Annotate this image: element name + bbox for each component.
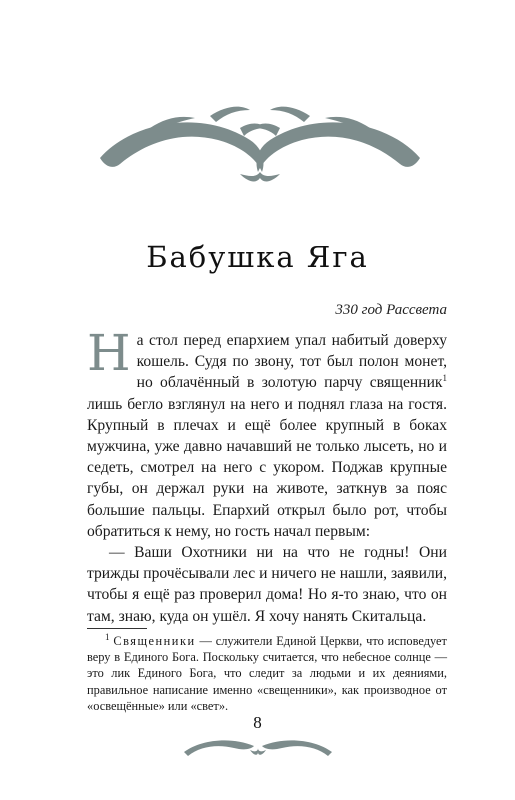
footnote-divider xyxy=(87,628,147,629)
footnote-term: Священники xyxy=(113,634,196,648)
bottom-ornament xyxy=(180,730,336,760)
body-text xyxy=(87,324,447,627)
footnote-marker: 1 xyxy=(105,631,110,642)
footnote xyxy=(87,633,447,714)
drop-cap: Н xyxy=(87,324,131,382)
paragraph-1-text-a: а стол перед епархием упал набитый доверху кошель. Судя по звону, тот был полон монет, но облачённый в золотую парчу священник xyxy=(136,332,447,392)
chapter-dateline: 330 год Рассвета xyxy=(335,302,447,318)
chapter-title: Бабушка Яга xyxy=(146,240,369,274)
paragraph-1-text-b: лишь бегло взглянул на него и поднял глаза на гостя. Крупный в плечах и ещё более крупный в боках мужчина, уже давно начавший не только лысеть, но и седеть, смотрел на него с укором. Поджав крупные губы, он держал руки на животе, заткнув за пояс большие пальцы. Епархий открыл было рот, чтобы обратиться к нему, но гость начал первым: xyxy=(87,395,447,540)
footnote-text: — служители Единой Церкви, что исповедует веру в Единого Бога. Поскольку считается, что небесное солнце — это лик Единого Бога, что следит за людьми и их деяниями, правильное написание именно «свещенники», как производное от «освещённые» или «свет». xyxy=(87,634,447,713)
paragraph-2: — Ваши Охотники ни на что не годны! Они трижды прочёсывали лес и ничего не нашли, заявили, чтобы я ещё раз проверил дома! Но я-то знаю, что он там, знаю, куда он ушёл. Я хочу нанять Скитальца. xyxy=(87,544,447,625)
footnote-reference[interactable]: 1 xyxy=(442,373,447,384)
paragraph-1 xyxy=(87,324,447,542)
page-number: 8 xyxy=(253,713,262,732)
top-ornament xyxy=(90,88,430,188)
